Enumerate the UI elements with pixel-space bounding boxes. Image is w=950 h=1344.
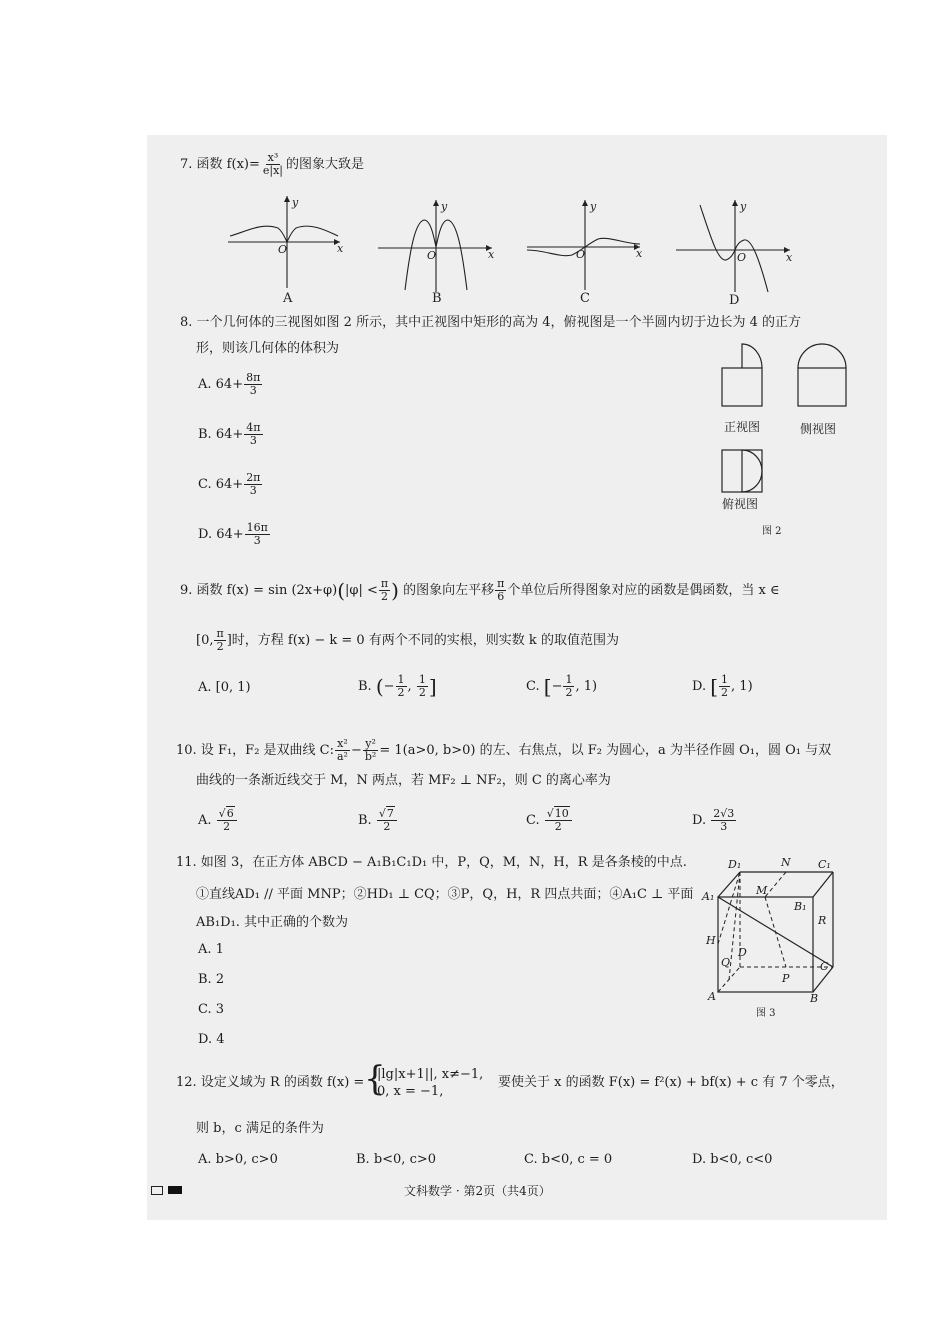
cube-label-d: D xyxy=(738,946,747,959)
cube-label-q: Q xyxy=(721,956,731,969)
graph-c-origin: O xyxy=(576,248,586,261)
graph-d-label: D xyxy=(729,293,740,308)
q12-piece-1: |lg|x+1||, x≠−1, xyxy=(377,1067,484,1082)
figure-3-caption: 图 3 xyxy=(756,1008,776,1019)
cube-label-r: R xyxy=(818,914,827,927)
figure-3-cube xyxy=(698,852,831,1022)
q12-piece-2: 0, x = −1, xyxy=(377,1084,444,1099)
q10-option-a: A. $\frac{√6}{2}$ xyxy=(198,808,238,833)
q12-suffix: 要使关于 x 的函数 F(x) = f²(x) + bf(x) + c 有 7 个零点， xyxy=(498,1075,844,1090)
q9-option-c: C. [− $\frac{1}{2}$ , 1) xyxy=(526,673,598,699)
q8-line1: 8. 一个几何体的三视图如图 2 所示，其中正视图中矩形的高为 4，俯视图是一个半圆内切于边长为 4 的正方 xyxy=(180,315,802,330)
q8-option-c: C. 64+ $\frac{2\pi}{3}$ xyxy=(198,471,261,497)
side-view-semicircle xyxy=(798,344,846,368)
cube-label-n: N xyxy=(781,856,791,869)
q9-option-a: A. [0, 1) xyxy=(198,680,251,695)
graph-a-x-label: x xyxy=(337,242,344,255)
cube-label-a1: A₁ xyxy=(702,890,715,903)
graph-b-x-label: x xyxy=(488,248,495,261)
cube-label-c: C xyxy=(820,960,829,973)
q10-option-d: D. $\frac{2√3}{3}$ xyxy=(692,807,735,833)
cube-label-b1: B₁ xyxy=(794,900,807,913)
q8-option-d: D. 64+ $\frac{16\pi}{3}$ xyxy=(198,521,268,547)
graph-d-y-label: y xyxy=(740,200,747,213)
q9-option-d: D. [ $\frac{1}{2}$ , 1) xyxy=(692,673,753,699)
cube-label-p: P xyxy=(782,972,790,985)
side-view-rect xyxy=(798,368,846,406)
q12-option-b: B. b<0, c>0 xyxy=(356,1152,437,1167)
q11-line2: ①直线AD₁ // 平面 MNP；②HD₁ ⊥ CQ；③P，Q，H，R 四点共面；④A₁C ⊥ 平面 xyxy=(196,887,694,902)
q9-option-b: B. (− $\frac{1}{2}$ , $\frac{1}{2}$ ] xyxy=(358,673,437,699)
q10-option-b: B. $\frac{√7}{2}$ xyxy=(358,808,398,833)
front-view-label: 正视图 xyxy=(724,420,761,434)
footer-black-mark-icon xyxy=(168,1186,182,1194)
graph-d-x-label: x xyxy=(786,251,793,264)
q11-line3: AB₁D₁. 其中正确的个数为 xyxy=(196,915,349,930)
graph-b-y-label: y xyxy=(441,200,448,213)
q12-brace: { xyxy=(364,1059,386,1099)
q12-prefix: 12. 设定义域为 R 的函数 f(x) = xyxy=(176,1075,365,1090)
graph-c-x-label: x xyxy=(636,247,643,260)
cube-label-m: M xyxy=(756,884,768,897)
footer-square-icon xyxy=(151,1186,163,1195)
q8-line2: 形，则该几何体的体积为 xyxy=(196,341,340,356)
front-view-rect xyxy=(722,368,762,406)
cube-label-a: A xyxy=(708,990,716,1003)
q10-option-c: C. $\frac{√10}{2}$ xyxy=(526,808,573,833)
q12-line2: 则 b，c 满足的条件为 xyxy=(196,1121,324,1136)
cube-label-h: H xyxy=(706,934,716,947)
page-footer: 文科数学 · 第2页（共4页） xyxy=(404,1184,551,1198)
figure-2-three-views xyxy=(700,330,880,540)
q12-option-d: D. b<0, c<0 xyxy=(692,1152,773,1167)
graph-c-y-label: y xyxy=(590,200,597,213)
q9-line1: 9. 函数 f(x) = sin (2x+φ)(|φ| < $\frac{\pi}{2}$ ) 的图象向左平移 $\frac{\pi}{6}$ 个单位后所得图象对应的函数是偶函数，当 x ∈ xyxy=(180,577,780,603)
top-view-semicircle xyxy=(742,450,762,492)
q8-option-b: B. 64+ $\frac{4\pi}{3}$ xyxy=(198,421,261,447)
q7-stem: 7. 函数 f(x)= $\frac{\text{x³}}{e|x|}$ 的图象大致是 xyxy=(180,151,365,177)
q11-option-d: D. 4 xyxy=(198,1032,225,1047)
graph-d-origin: O xyxy=(737,251,747,264)
cube-label-d1: D₁ xyxy=(728,858,742,871)
q12-piecewise xyxy=(377,1066,483,1100)
graph-b-label: B xyxy=(432,291,442,306)
graph-a-curve xyxy=(230,226,338,242)
q12-option-c: C. b<0, c = 0 xyxy=(524,1152,613,1167)
q8-option-a: A. 64+ $\frac{8\pi}{3}$ xyxy=(198,371,261,397)
graph-b-origin: O xyxy=(427,249,437,262)
q9-line2: [0, $\frac{\pi}{2}$ ]时，方程 f(x) − k = 0 有两个不同的实根，则实数 k 的取值范围为 xyxy=(196,627,619,653)
front-view-quarter xyxy=(742,344,762,368)
figure-2-caption: 图 2 xyxy=(762,526,782,537)
q11-option-a: A. 1 xyxy=(198,942,224,957)
q12-option-a: A. b>0, c>0 xyxy=(198,1152,278,1167)
q10-line2: 曲线的一条渐近线交于 M，N 两点，若 MF₂ ⊥ NF₂，则 C 的离心率为 xyxy=(196,773,611,788)
graph-a-y-label: y xyxy=(292,196,299,209)
q11-line1: 11. 如图 3，在正方体 ABCD − A₁B₁C₁D₁ 中，P，Q，M，N，H，R 是各条棱的中点. xyxy=(176,855,687,870)
cube-label-b: B xyxy=(810,992,819,1005)
graph-d-curve xyxy=(700,205,768,292)
q7-graphs xyxy=(0,0,950,320)
side-view-label: 侧视图 xyxy=(800,422,837,436)
cube-label-c1: C₁ xyxy=(818,858,831,871)
graph-a-label: A xyxy=(283,291,293,306)
graph-c-label: C xyxy=(580,291,590,306)
top-view-label: 俯视图 xyxy=(722,497,759,511)
graph-a-origin: O xyxy=(278,243,288,256)
q11-option-b: B. 2 xyxy=(198,972,225,987)
q10-line1: 10. 设 F₁，F₂ 是双曲线 C: $\frac{\text{x²}}{\text{a²}}$ − $\frac{\text{y²}}{\text{b²}}$ = 1(a>0, b>0) 的左、右焦点，以 F₂ 为圆心，a 为半径作圆 O₁，圆 O₁ 与双 xyxy=(176,737,832,763)
q11-option-c: C. 3 xyxy=(198,1002,225,1017)
